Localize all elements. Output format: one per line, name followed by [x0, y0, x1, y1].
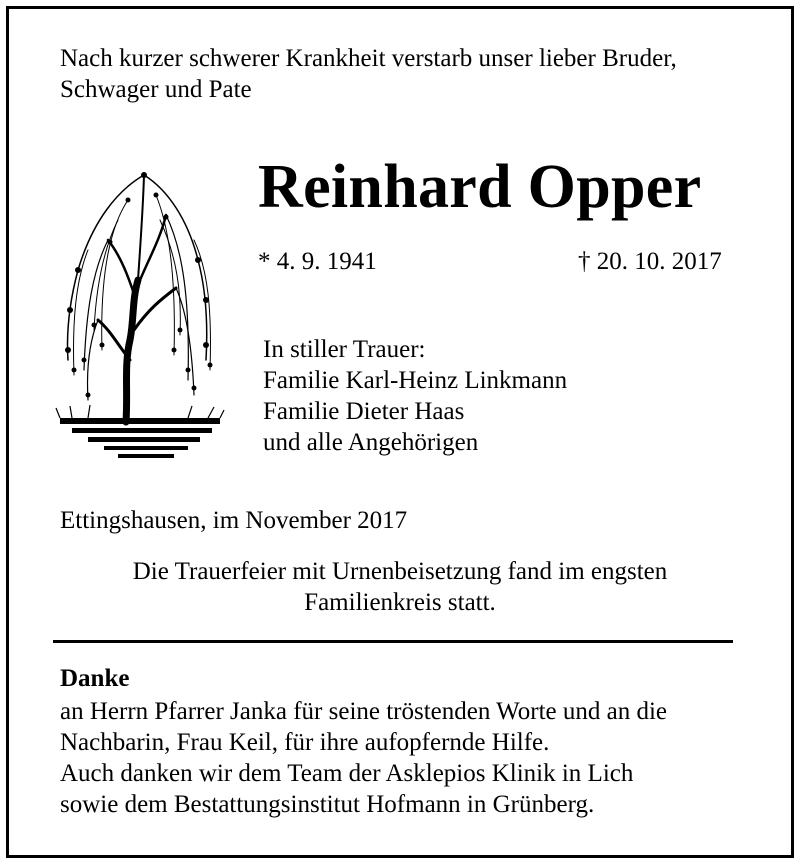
- birth-date: * 4. 9. 1941: [258, 248, 377, 275]
- thanks-line: Nachbarin, Frau Keil, für ihre aufopfernde Hilfe.: [60, 729, 550, 756]
- mourners-list: [263, 334, 567, 458]
- intro-line: Nach kurzer schwerer Krankheit verstarb unser lieber Bruder,: [60, 45, 677, 72]
- death-date: † 20. 10. 2017: [578, 248, 722, 275]
- ceremony-line: Familienkreis statt.: [304, 589, 496, 616]
- mourners-line: Familie Karl-Heinz Linkmann: [263, 367, 568, 394]
- thanks-line: Auch danken wir dem Team der Asklepios Klinik in Lich: [60, 760, 634, 787]
- thanks-text: [60, 696, 667, 820]
- thanks-title: Danke: [60, 665, 130, 692]
- ceremony-line: Die Trauerfeier mit Urnenbeisetzung fand im engsten: [132, 558, 668, 585]
- mourners-line: Familie Dieter Haas: [263, 398, 465, 425]
- thanks-line: an Herrn Pfarrer Janka für seine tröstenden Worte und an die: [60, 698, 668, 725]
- mourners-line: und alle Angehörigen: [263, 429, 479, 456]
- thanks-line: sowie dem Bestattungsinstitut Hofmann in Grünberg.: [60, 791, 595, 818]
- intro-text: [60, 43, 677, 105]
- mourners-line: In stiller Trauer:: [263, 336, 426, 363]
- divider: [53, 640, 733, 643]
- weeping-willow-icon: [48, 160, 228, 470]
- deceased-name: Reinhard Opper: [258, 153, 702, 221]
- place-and-date: Ettingshausen, im November 2017: [60, 507, 408, 534]
- ceremony-note: [100, 556, 700, 618]
- intro-line: Schwager und Pate: [60, 76, 252, 103]
